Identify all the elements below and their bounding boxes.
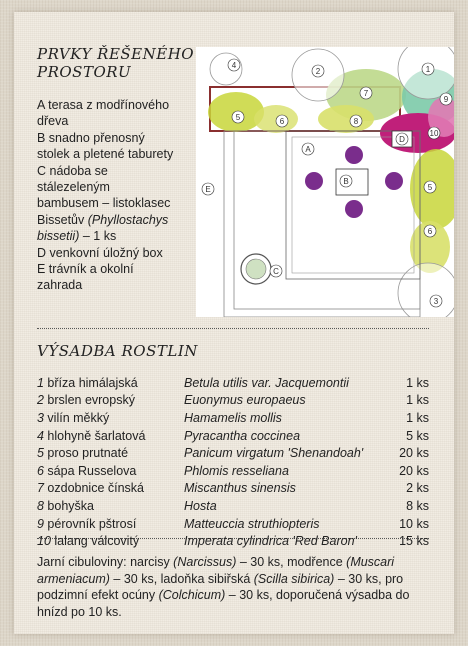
legend-item-b [37, 130, 187, 163]
plant-czech-name [37, 392, 184, 410]
plant-cz-text: vilín měkký [43, 410, 110, 425]
design-title [37, 45, 194, 81]
plant-czech-name [37, 480, 184, 498]
plant-cz-text: brslen evropský [43, 393, 135, 408]
legend-text: C nádoba se [37, 163, 108, 178]
bulbs-text: – 30 ks, ladoňka sibiřská [109, 571, 254, 586]
design-title-line2: PROSTORU [37, 63, 132, 81]
legend-text-part: – 1 ks [79, 229, 117, 244]
plant-number: 10 [37, 534, 51, 549]
garden-plan [196, 47, 454, 317]
plant-cz-text: hlohyně šarlatová [43, 428, 146, 443]
plan-stool [345, 146, 363, 164]
legend-text: stálezeleným [37, 180, 110, 195]
table-row [37, 444, 429, 462]
legend-text: zahrada [37, 278, 83, 293]
plant-number: 2 [37, 393, 44, 408]
table-row [37, 462, 429, 480]
legend-item-e [37, 261, 187, 294]
plant-cz-text: pérovník pštrosí [43, 516, 137, 531]
plant-czech-name [37, 497, 184, 515]
plant-cz-text: bříza himálajská [43, 375, 138, 390]
legend-text [37, 228, 187, 244]
legend-text: bambusem – listoklasec [37, 196, 171, 211]
legend-latin: (Phyllostachys [87, 212, 169, 227]
bulbs-paragraph [37, 554, 429, 620]
plant-czech-name [37, 532, 184, 550]
planting-table [37, 374, 429, 550]
plant-number: 5 [37, 446, 44, 461]
plan-label-d: D [399, 135, 405, 144]
plant-latin-name: Hamamelis mollis [184, 410, 282, 425]
plan-label-6-right: 6 [427, 227, 433, 236]
plan-label-9: 9 [443, 95, 449, 104]
divider [37, 328, 429, 329]
plant-cz-text: lalang válcovitý [50, 534, 140, 549]
plant-quantity: 10 ks [399, 516, 429, 531]
design-title-line1: PRVKY ŘEŠENÉHO [37, 45, 195, 63]
plan-label-b: B [343, 177, 349, 186]
plant-number: 9 [37, 516, 44, 531]
bulbs-text: – 30 ks, doporučená výsadba do hnízd po 10 ks. [37, 588, 410, 619]
legend-latin: bissetii) [37, 229, 80, 244]
table-row [37, 515, 429, 533]
legend-item-d [37, 245, 187, 261]
legend-text: stolek a pletené taburety [37, 147, 174, 162]
plan-label-8: 8 [353, 117, 359, 126]
plant-number: 7 [37, 481, 44, 496]
legend-text: dřeva [37, 114, 69, 129]
plant-cz-text: proso prutnaté [43, 446, 129, 461]
legend-text: D venkovní úložný box [37, 245, 163, 260]
plant-number: 1 [37, 375, 44, 390]
plant-latin-name: Matteuccia struthiopteris [184, 516, 320, 531]
plant-latin-name: Hosta [184, 498, 217, 513]
table-row [37, 532, 429, 550]
plant-latin-name: Euonymus europaeus [184, 393, 306, 408]
plan-label-6: 6 [279, 117, 285, 126]
table-row [37, 409, 429, 427]
plan-stool [305, 172, 323, 190]
bulbs-latin: (Narcissus) [173, 555, 237, 569]
plan-label-7: 7 [363, 89, 369, 98]
table-row [37, 427, 429, 445]
plant-czech-name [37, 409, 184, 427]
legend-text: B snadno přenosný [37, 130, 145, 145]
table-row [37, 480, 429, 498]
plant-cz-text: bohyška [43, 498, 94, 513]
legend-item-c [37, 163, 187, 245]
plan-label-5: 5 [235, 113, 241, 122]
plant-latin-name: Panicum virgatum 'Shenandoah' [184, 446, 364, 461]
plant-latin-name: Miscanthus sinensis [184, 481, 296, 496]
plan-label-3: 3 [433, 297, 439, 306]
plant-czech-name [37, 427, 184, 445]
plan-label-e: E [205, 185, 211, 194]
plant-number: 4 [37, 428, 44, 443]
plan-label-10: 10 [429, 129, 439, 138]
plan-plant-8 [318, 105, 374, 133]
plan-label-1: 1 [425, 65, 431, 74]
plan-label-4: 4 [231, 61, 237, 70]
bulbs-latin: (Muscari armeniacum) [37, 555, 395, 586]
plant-quantity: 1 ks [406, 375, 429, 390]
plant-quantity: 2 ks [406, 481, 429, 496]
plant-quantity: 5 ks [406, 428, 429, 443]
bulbs-latin: (Colchicum) [158, 588, 226, 603]
plan-label-c: C [273, 267, 279, 276]
plant-cz-text: ozdobnice čínská [43, 481, 145, 496]
planting-title: VÝSADBA ROSTLIN [37, 342, 198, 360]
plant-number: 6 [37, 463, 44, 478]
legend-text [37, 212, 187, 228]
plant-czech-name [37, 515, 184, 533]
plan-label-a: A [305, 145, 311, 154]
table-row [37, 497, 429, 515]
plant-czech-name [37, 444, 184, 462]
plan-stool [385, 172, 403, 190]
plan-plant-6-top [254, 105, 298, 133]
plant-czech-name [37, 462, 184, 480]
plan-label-2: 2 [315, 67, 321, 76]
table-row [37, 392, 429, 410]
legend-item-a [37, 97, 187, 130]
plant-czech-name [37, 374, 184, 392]
table-row [37, 374, 429, 392]
legend-text: A terasa z modřínového [37, 98, 170, 112]
bulbs-text: – 30 ks, pro podzimní efekt ocúny [37, 571, 404, 603]
plan-bamboo [246, 259, 266, 279]
plant-latin-name: Imperata cylindrica 'Red Baron' [184, 534, 357, 549]
plant-latin-name: Betula utilis var. Jacquemontii [184, 375, 349, 390]
plant-quantity: 1 ks [406, 393, 429, 408]
plant-number: 3 [37, 410, 44, 425]
design-legend [37, 97, 187, 294]
plant-quantity: 8 ks [406, 498, 429, 513]
plan-label-5-right: 5 [427, 183, 433, 192]
plant-quantity: 15 ks [399, 534, 429, 549]
plant-latin-name: Phlomis resseliana [184, 463, 289, 478]
bulbs-text: – 30 ks, modřence [236, 555, 347, 569]
plant-quantity: 1 ks [406, 410, 429, 425]
plant-latin-name: Pyracantha coccinea [184, 428, 301, 443]
bulbs-latin: (Scilla sibirica) [253, 571, 335, 586]
legend-text-part: Bissetův [37, 212, 88, 227]
plant-number: 8 [37, 498, 44, 513]
plant-quantity: 20 ks [399, 446, 429, 461]
bulbs-text: Jarní cibuloviny: narcisy [37, 555, 174, 569]
legend-text: E trávník a okolní [37, 262, 134, 277]
plant-cz-text: sápa Russelova [43, 463, 137, 478]
plant-quantity: 20 ks [399, 463, 429, 478]
plan-stool [345, 200, 363, 218]
